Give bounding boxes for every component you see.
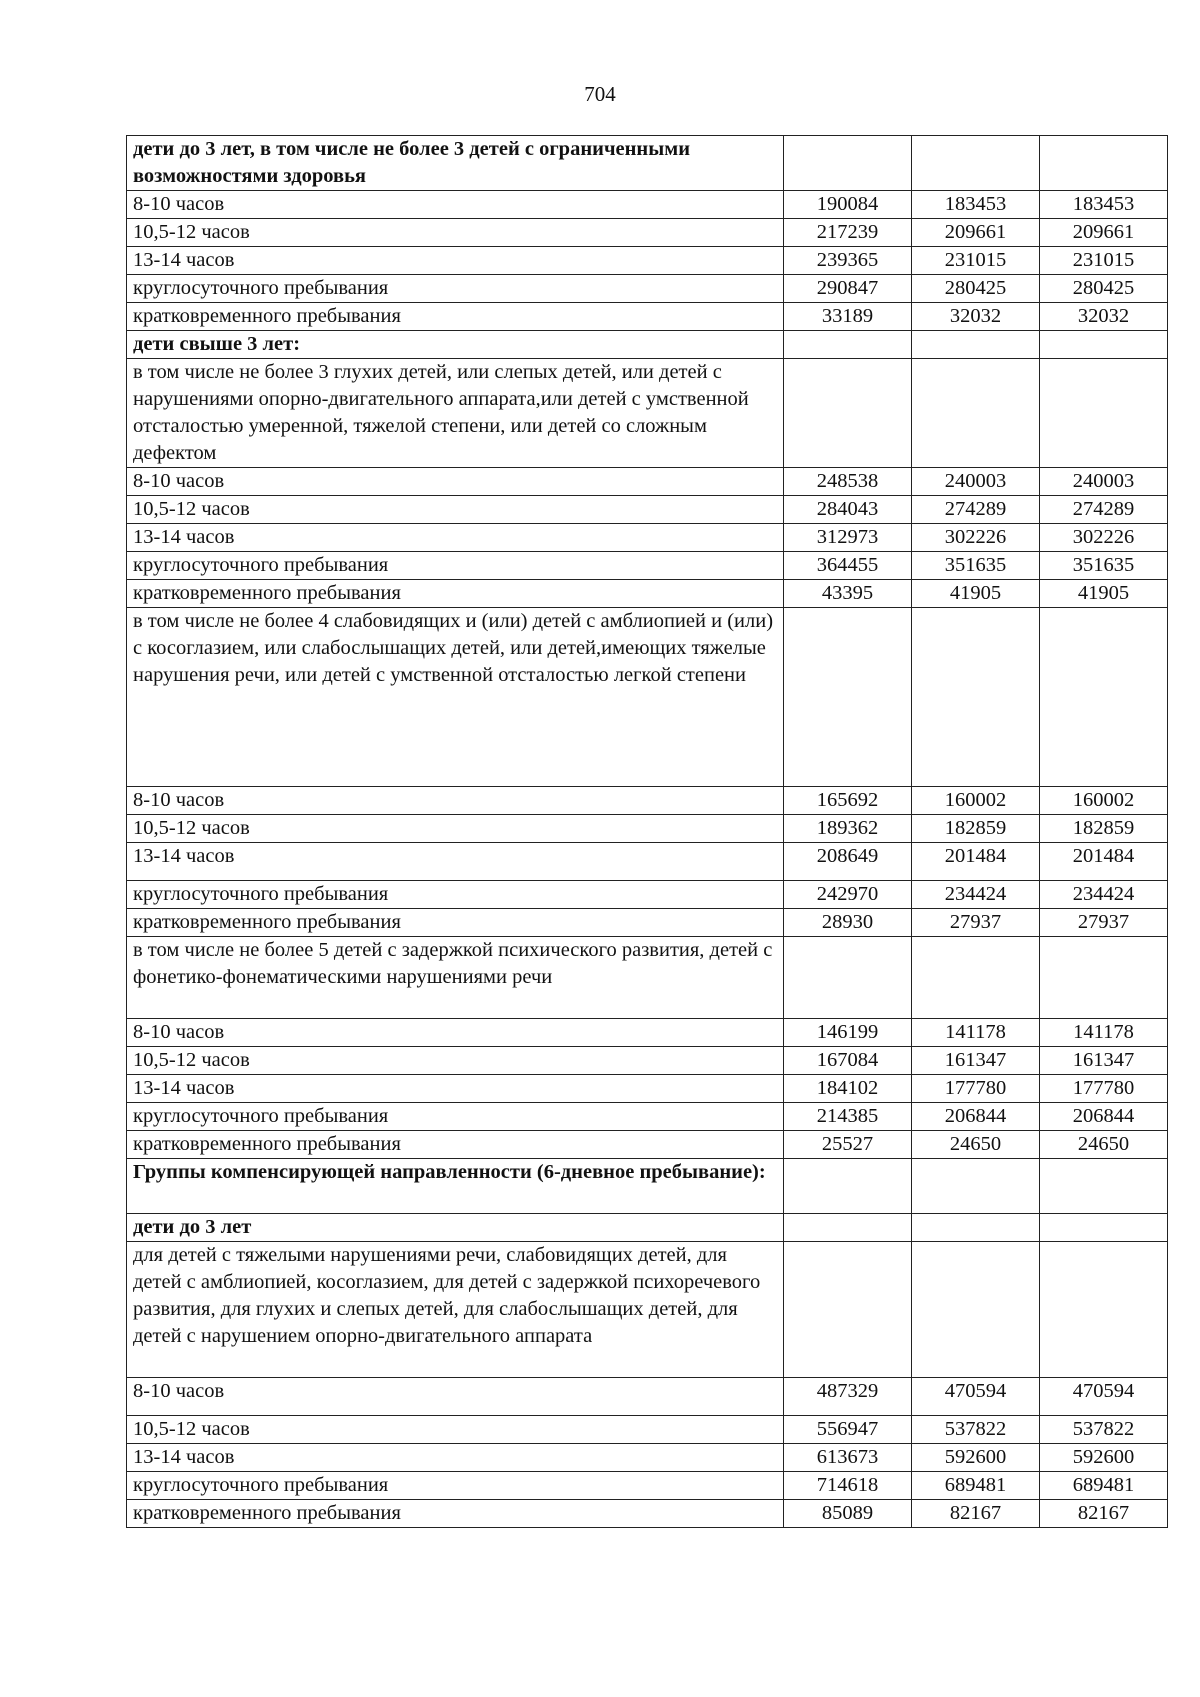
value-cell-3: 351635 xyxy=(1040,552,1168,580)
value-cell-1 xyxy=(784,937,912,1019)
value-cell-2: 41905 xyxy=(912,580,1040,608)
table-row xyxy=(127,1103,1168,1131)
row-label: круглосуточного пребывания xyxy=(127,552,784,580)
value-cell-2: 537822 xyxy=(912,1416,1040,1444)
value-cell-3: 183453 xyxy=(1040,191,1168,219)
value-cell-3 xyxy=(1040,1214,1168,1242)
value-cell-2 xyxy=(912,1214,1040,1242)
value-cell-3: 209661 xyxy=(1040,219,1168,247)
table-row xyxy=(127,331,1168,359)
row-label: в том числе не более 5 детей с задержкой психического развития, детей с фонетико-фонематическими нарушениями речи xyxy=(127,937,784,1019)
row-label: 10,5-12 часов xyxy=(127,219,784,247)
value-cell-2: 201484 xyxy=(912,843,1040,881)
value-cell-3 xyxy=(1040,359,1168,468)
row-label: круглосуточного пребывания xyxy=(127,275,784,303)
value-cell-1: 242970 xyxy=(784,881,912,909)
table-row xyxy=(127,1472,1168,1500)
table-row xyxy=(127,787,1168,815)
table-row xyxy=(127,1131,1168,1159)
value-cell-2: 24650 xyxy=(912,1131,1040,1159)
value-cell-1 xyxy=(784,331,912,359)
value-cell-2: 274289 xyxy=(912,496,1040,524)
value-cell-2: 689481 xyxy=(912,1472,1040,1500)
value-cell-2: 82167 xyxy=(912,1500,1040,1528)
table-row xyxy=(127,815,1168,843)
value-cell-3: 182859 xyxy=(1040,815,1168,843)
value-cell-3 xyxy=(1040,608,1168,787)
value-cell-1: 217239 xyxy=(784,219,912,247)
value-cell-2: 209661 xyxy=(912,219,1040,247)
value-cell-1 xyxy=(784,608,912,787)
value-cell-3: 537822 xyxy=(1040,1416,1168,1444)
row-label: для детей с тяжелыми нарушениями речи, слабовидящих детей, для детей с амблиопией, косоглазием, для детей с задержкой психоречевого развития, для глухих и слепых детей, для слабослышащих детей, для детей с нарушением опорно-двигательного аппарата xyxy=(127,1242,784,1378)
value-cell-2: 234424 xyxy=(912,881,1040,909)
value-cell-2: 183453 xyxy=(912,191,1040,219)
row-label: 8-10 часов xyxy=(127,1378,784,1416)
value-cell-2: 351635 xyxy=(912,552,1040,580)
row-label: кратковременного пребывания xyxy=(127,1131,784,1159)
row-label: круглосуточного пребывания xyxy=(127,1103,784,1131)
value-cell-1 xyxy=(784,1159,912,1214)
value-cell-1: 290847 xyxy=(784,275,912,303)
value-cell-3: 231015 xyxy=(1040,247,1168,275)
value-cell-1 xyxy=(784,1242,912,1378)
value-cell-1: 146199 xyxy=(784,1019,912,1047)
table-row xyxy=(127,524,1168,552)
value-cell-2: 240003 xyxy=(912,468,1040,496)
table-row xyxy=(127,496,1168,524)
table-row xyxy=(127,1159,1168,1214)
row-label: 13-14 часов xyxy=(127,524,784,552)
value-cell-3 xyxy=(1040,1159,1168,1214)
table-row xyxy=(127,1047,1168,1075)
value-cell-3 xyxy=(1040,136,1168,191)
value-cell-2 xyxy=(912,136,1040,191)
table-row xyxy=(127,1075,1168,1103)
table-row xyxy=(127,247,1168,275)
row-label: 8-10 часов xyxy=(127,1019,784,1047)
row-label: 10,5-12 часов xyxy=(127,1416,784,1444)
value-cell-1: 613673 xyxy=(784,1444,912,1472)
value-cell-3 xyxy=(1040,331,1168,359)
table-row xyxy=(127,1416,1168,1444)
row-label: 10,5-12 часов xyxy=(127,496,784,524)
value-cell-1: 284043 xyxy=(784,496,912,524)
table-row xyxy=(127,1242,1168,1378)
table-row xyxy=(127,1378,1168,1416)
value-cell-3: 41905 xyxy=(1040,580,1168,608)
tariff-table xyxy=(126,135,1168,1528)
row-label: в том числе не более 4 слабовидящих и (или) детей с амблиопией и (или) с косоглазием, или слабослышащих детей, или детей,имеющих тяжелые нарушения речи, или детей с умственной отсталостью легкой степени xyxy=(127,608,784,787)
value-cell-1: 43395 xyxy=(784,580,912,608)
value-cell-1: 85089 xyxy=(784,1500,912,1528)
value-cell-1: 714618 xyxy=(784,1472,912,1500)
table-row xyxy=(127,191,1168,219)
table-row xyxy=(127,136,1168,191)
page-number: 704 xyxy=(584,82,616,106)
value-cell-1: 165692 xyxy=(784,787,912,815)
table-row xyxy=(127,608,1168,787)
table-row xyxy=(127,881,1168,909)
value-cell-3: 302226 xyxy=(1040,524,1168,552)
value-cell-1: 312973 xyxy=(784,524,912,552)
row-label: 10,5-12 часов xyxy=(127,815,784,843)
value-cell-3: 592600 xyxy=(1040,1444,1168,1472)
value-cell-1 xyxy=(784,359,912,468)
value-cell-2 xyxy=(912,359,1040,468)
value-cell-3: 280425 xyxy=(1040,275,1168,303)
value-cell-3: 27937 xyxy=(1040,909,1168,937)
row-label: дети до 3 лет xyxy=(127,1214,784,1242)
row-label: дети свыше 3 лет: xyxy=(127,331,784,359)
value-cell-3: 177780 xyxy=(1040,1075,1168,1103)
value-cell-3: 689481 xyxy=(1040,1472,1168,1500)
row-label: круглосуточного пребывания xyxy=(127,1472,784,1500)
value-cell-2 xyxy=(912,1242,1040,1378)
value-cell-2: 161347 xyxy=(912,1047,1040,1075)
value-cell-2: 231015 xyxy=(912,247,1040,275)
table-row xyxy=(127,303,1168,331)
value-cell-3: 82167 xyxy=(1040,1500,1168,1528)
row-label: 13-14 часов xyxy=(127,1444,784,1472)
table-row xyxy=(127,1444,1168,1472)
row-label: круглосуточного пребывания xyxy=(127,881,784,909)
value-cell-2: 206844 xyxy=(912,1103,1040,1131)
table-row xyxy=(127,937,1168,1019)
table-row xyxy=(127,843,1168,881)
table-row xyxy=(127,580,1168,608)
value-cell-3: 160002 xyxy=(1040,787,1168,815)
value-cell-1: 214385 xyxy=(784,1103,912,1131)
row-label: Группы компенсирующей направленности (6-дневное пребывание): xyxy=(127,1159,784,1214)
value-cell-3: 141178 xyxy=(1040,1019,1168,1047)
value-cell-1 xyxy=(784,136,912,191)
value-cell-2: 32032 xyxy=(912,303,1040,331)
row-label: 10,5-12 часов xyxy=(127,1047,784,1075)
value-cell-2: 280425 xyxy=(912,275,1040,303)
value-cell-2: 141178 xyxy=(912,1019,1040,1047)
row-label: 13-14 часов xyxy=(127,1075,784,1103)
value-cell-3: 274289 xyxy=(1040,496,1168,524)
table-row xyxy=(127,1500,1168,1528)
row-label: 8-10 часов xyxy=(127,191,784,219)
row-label: дети до 3 лет, в том числе не более 3 детей с ограниченными возможностями здоровья xyxy=(127,136,784,191)
row-label: кратковременного пребывания xyxy=(127,303,784,331)
table-row xyxy=(127,1214,1168,1242)
value-cell-1: 189362 xyxy=(784,815,912,843)
value-cell-3 xyxy=(1040,1242,1168,1378)
row-label: кратковременного пребывания xyxy=(127,1500,784,1528)
value-cell-1: 184102 xyxy=(784,1075,912,1103)
value-cell-2 xyxy=(912,608,1040,787)
value-cell-2 xyxy=(912,937,1040,1019)
value-cell-1: 33189 xyxy=(784,303,912,331)
value-cell-1: 190084 xyxy=(784,191,912,219)
row-label: в том числе не более 3 глухих детей, или слепых детей, или детей с нарушениями опорно-двигательного аппарата,или детей с умственной отсталостью умеренной, тяжелой степени, или детей со сложным дефектом xyxy=(127,359,784,468)
table-row xyxy=(127,359,1168,468)
table-row xyxy=(127,468,1168,496)
value-cell-1: 248538 xyxy=(784,468,912,496)
value-cell-2: 182859 xyxy=(912,815,1040,843)
row-label: 8-10 часов xyxy=(127,787,784,815)
row-label: 13-14 часов xyxy=(127,843,784,881)
value-cell-3: 234424 xyxy=(1040,881,1168,909)
value-cell-1 xyxy=(784,1214,912,1242)
value-cell-2: 592600 xyxy=(912,1444,1040,1472)
value-cell-1: 167084 xyxy=(784,1047,912,1075)
table-row xyxy=(127,275,1168,303)
table-row xyxy=(127,219,1168,247)
value-cell-2: 302226 xyxy=(912,524,1040,552)
value-cell-1: 208649 xyxy=(784,843,912,881)
value-cell-2: 160002 xyxy=(912,787,1040,815)
value-cell-1: 364455 xyxy=(784,552,912,580)
row-label: 13-14 часов xyxy=(127,247,784,275)
value-cell-3: 32032 xyxy=(1040,303,1168,331)
table-row xyxy=(127,1019,1168,1047)
value-cell-2 xyxy=(912,331,1040,359)
value-cell-1: 556947 xyxy=(784,1416,912,1444)
value-cell-3 xyxy=(1040,937,1168,1019)
value-cell-2 xyxy=(912,1159,1040,1214)
value-cell-1: 28930 xyxy=(784,909,912,937)
value-cell-3: 240003 xyxy=(1040,468,1168,496)
value-cell-3: 201484 xyxy=(1040,843,1168,881)
row-label: кратковременного пребывания xyxy=(127,580,784,608)
tariff-table-body xyxy=(127,136,1168,1528)
value-cell-1: 487329 xyxy=(784,1378,912,1416)
value-cell-3: 470594 xyxy=(1040,1378,1168,1416)
value-cell-3: 24650 xyxy=(1040,1131,1168,1159)
table-row xyxy=(127,552,1168,580)
table-row xyxy=(127,909,1168,937)
row-label: кратковременного пребывания xyxy=(127,909,784,937)
value-cell-2: 470594 xyxy=(912,1378,1040,1416)
row-label: 8-10 часов xyxy=(127,468,784,496)
value-cell-3: 161347 xyxy=(1040,1047,1168,1075)
value-cell-1: 25527 xyxy=(784,1131,912,1159)
value-cell-2: 27937 xyxy=(912,909,1040,937)
value-cell-1: 239365 xyxy=(784,247,912,275)
value-cell-2: 177780 xyxy=(912,1075,1040,1103)
value-cell-3: 206844 xyxy=(1040,1103,1168,1131)
